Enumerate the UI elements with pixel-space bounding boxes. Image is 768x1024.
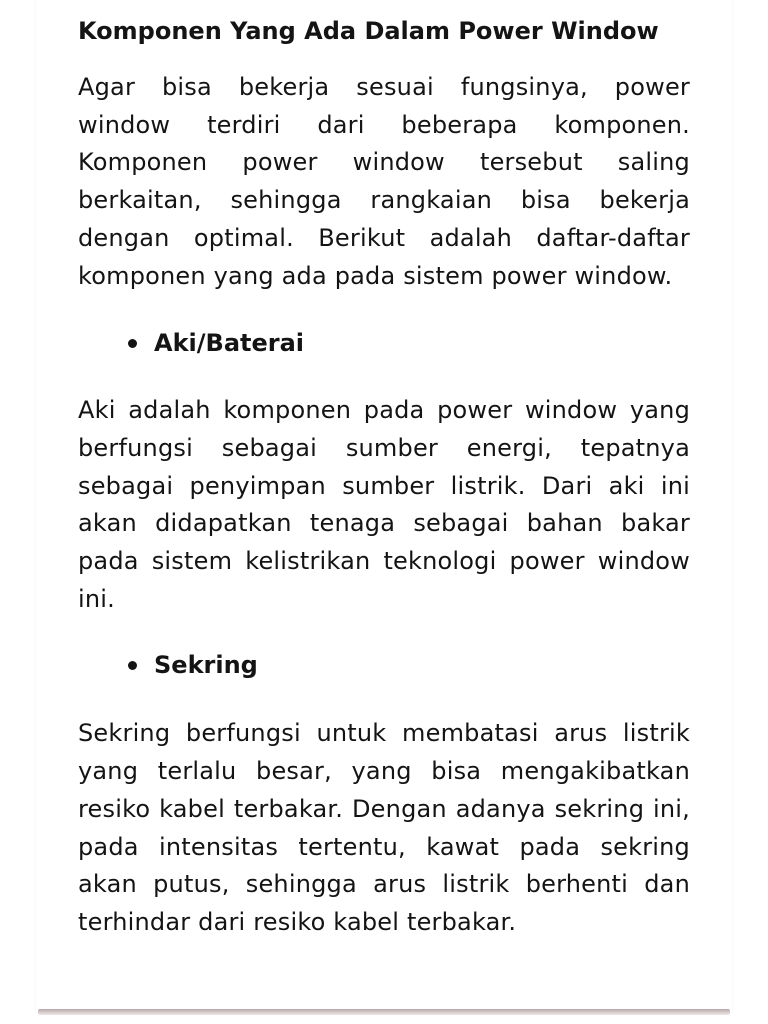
page-title: Komponen Yang Ada Dalam Power Window xyxy=(78,17,659,45)
section-body-sekring: Sekring berfungsi untuk membatasi arus listrik yang terlalu besar, yang bisa mengakibatkan resiko kabel terbakar. Dengan adanya sekring ini, pada intensitas tertentu, kawat pada sekring akan putus, sehingga arus listrik berhenti dan terhindar dari resiko kabel terbakar. xyxy=(78,719,690,936)
section-title-sekring: Sekring xyxy=(154,651,258,680)
article-content xyxy=(78,14,690,942)
page-edge-divider xyxy=(38,1009,730,1015)
section-body-aki: Aki adalah komponen pada power window yang berfungsi sebagai sumber energi, tepatnya sebagai penyimpan sumber listrik. Dari aki ini akan didapatkan tenaga sebagai bahan bakar pada sistem kelistrikan teknologi power window ini. xyxy=(78,396,690,613)
section-title-aki: Aki/Baterai xyxy=(154,329,305,358)
list-item xyxy=(78,326,690,360)
list-item xyxy=(78,648,690,682)
bullet-icon xyxy=(128,339,137,348)
document-page xyxy=(36,0,732,1012)
intro-paragraph: Agar bisa bekerja sesuai fungsinya, power window terdiri dari beberapa komponen. Komponen power window tersebut saling berkaitan, sehingga rangkaian bisa bekerja dengan optimal. Berikut adalah daftar-daftar komponen yang ada pada sistem power window. xyxy=(78,73,690,290)
bullet-icon xyxy=(128,661,137,670)
